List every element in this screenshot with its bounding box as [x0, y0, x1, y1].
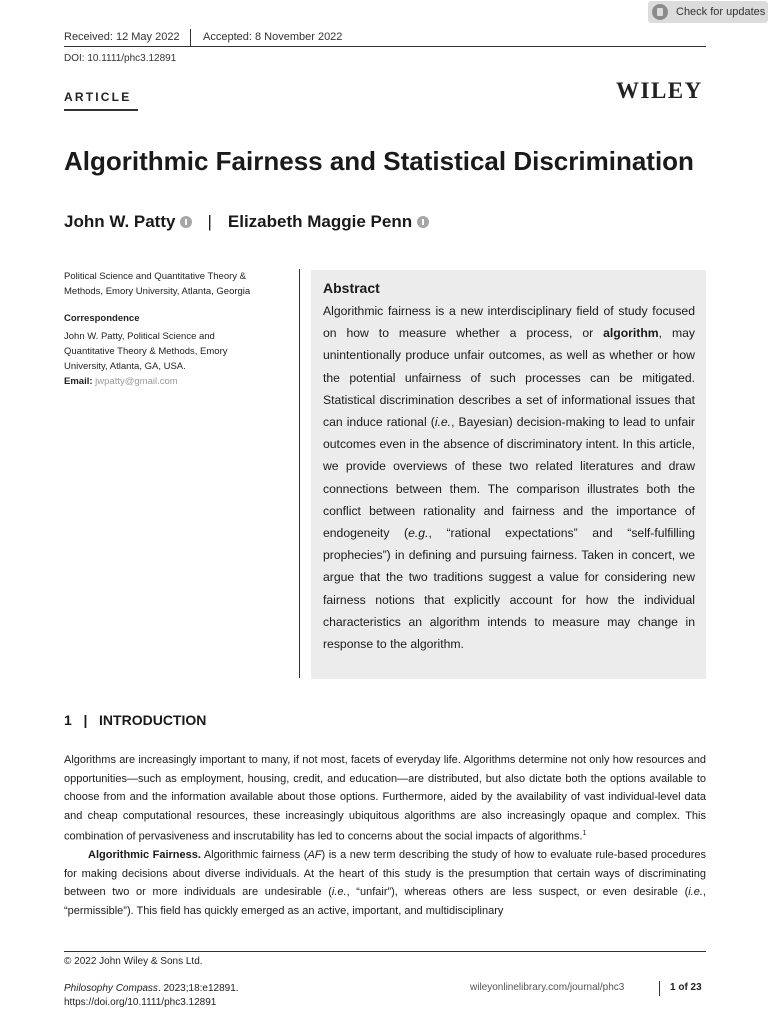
paragraph-text: , “permissible”). This field has quickly emerged as an active, important, and multidisciplinary [64, 886, 706, 917]
body-text [64, 751, 706, 920]
abstract-italic: i.e. [434, 415, 452, 430]
accepted-date: Accepted: 8 November 2022 [203, 31, 343, 43]
citation [64, 982, 239, 1010]
paragraph-text: Algorithmic fairness ( [200, 849, 308, 862]
publisher-logo: WILEY [616, 78, 703, 103]
affiliation-column [64, 269, 286, 389]
article-type-label: ARTICLE [64, 90, 132, 104]
correspondence-heading: Correspondence [64, 313, 140, 324]
journal-url-link[interactable]: wileyonlinelibrary.com/journal/phc3 [470, 982, 625, 993]
column-divider [299, 269, 300, 678]
correspondence-line: John W. Patty, Political Science and [64, 331, 215, 342]
journal-name: Philosophy Compass [64, 983, 158, 994]
footer-rule [64, 951, 706, 952]
footer-divider [659, 981, 660, 996]
header-rule [64, 46, 706, 47]
abstract-bold-term: algorithm [603, 326, 659, 341]
orcid-icon[interactable] [180, 216, 192, 228]
paragraph [64, 751, 706, 846]
bookmark-icon [652, 4, 668, 20]
orcid-icon[interactable] [417, 216, 429, 228]
abstract-box [311, 270, 706, 679]
paragraph-text: Algorithms are increasingly important to many, if not most, facets of everyday life. Algorithms determine not only how resources and opportunities—such as employment, housing, credit, and education—are distributed, but also dictate both the options available to choose from and the information available about those options. Furthermore, aided by the availability of vast individual-level data and cheap computational resources, these increasingly ubiquitous algorithms are also increasingly opaque and complex. This combination of pervasiveness and inscrutability has led to concerns about the social impacts of algorithms. [64, 754, 706, 843]
email-line [64, 374, 286, 389]
page-number: 1 of 23 [670, 982, 702, 993]
header-divider [190, 29, 191, 46]
copyright: © 2022 John Wiley & Sons Ltd. [64, 956, 203, 967]
paragraph-italic: i.e. [688, 886, 703, 899]
author-separator: | [207, 212, 212, 231]
section-heading: 1 | INTRODUCTION [64, 712, 207, 728]
email-label: Email: [64, 376, 93, 387]
paragraph-italic: AF [307, 849, 322, 862]
received-date: Received: 12 May 2022 [64, 31, 180, 43]
citation-volume: . 2023;18:e12891. [157, 983, 239, 994]
abstract-italic: e.g. [408, 526, 429, 541]
article-label-underline [64, 109, 138, 111]
citation-line [64, 982, 239, 996]
paragraph-text: , “unfair”), whereas others are less suspect, or even desirable ( [346, 886, 689, 899]
author-name[interactable]: John W. Patty [64, 212, 176, 231]
run-in-heading: Algorithmic Fairness. [88, 849, 201, 862]
paper-title: Algorithmic Fairness and Statistical Discrimination [64, 146, 694, 176]
abstract-text-run: Algorithmic fairness is a new interdisciplinary field of study focused on how to measure whether a process, or [323, 304, 695, 341]
author-name[interactable]: Elizabeth Maggie Penn [227, 212, 413, 231]
check-for-updates-button[interactable] [648, 1, 768, 23]
paragraph [64, 846, 706, 920]
email-link[interactable]: jwpatty@gmail.com [95, 376, 178, 387]
affiliation-line: Political Science and Quantitative Theory & [64, 271, 247, 282]
correspondence-line: University, Atlanta, GA, USA. [64, 361, 186, 372]
abstract-text [323, 300, 695, 655]
affiliation-line: Methods, Emory University, Atlanta, Georgia [64, 286, 251, 297]
doi-link[interactable]: https://doi.org/10.1111/phc3.12891 [64, 997, 217, 1008]
abstract-text-run: , may unintentionally produce unfair outcomes, as well as whether or how the potential unfairness of such processes can be mitigated. Statistical discrimination describes a set of informational issues that can induce rational ( [323, 326, 695, 430]
check-for-updates-label: Check for updates [676, 6, 766, 18]
footnote-marker[interactable]: 1 [582, 830, 587, 837]
author-list [64, 212, 434, 232]
doi: DOI: 10.1111/phc3.12891 [64, 53, 177, 64]
paragraph-text: ) is a new term describing the study of how to evaluate rule-based procedures for making decisions about diverse individuals. At the heart of this study is the presumption that certain ways of discriminating between two or more individuals are undesirable ( [64, 849, 706, 899]
abstract-heading: Abstract [323, 280, 380, 296]
paragraph-italic: i.e. [331, 886, 347, 899]
correspondence-line: Quantitative Theory & Methods, Emory [64, 346, 228, 357]
abstract-text-run: , Bayesian) decision-making to lead to unfair outcomes even in the absence of discriminatory intent. In this article, we provide overviews of these two related literatures and draw connections between them. The comparison illustrates both the conflict between rationality and fairness and the importance of endogeneity ( [323, 415, 695, 541]
abstract-text-run: , “rational expectations” and “self-fulfilling prophecies”) in defining and pursuing fairness. Taken in concert, we argue that the two traditions suggest a value for considering new fairness notions that explicitly account for how the individual characteristics an algorithm intends to measure may change in response to the algorithm. [323, 526, 696, 652]
